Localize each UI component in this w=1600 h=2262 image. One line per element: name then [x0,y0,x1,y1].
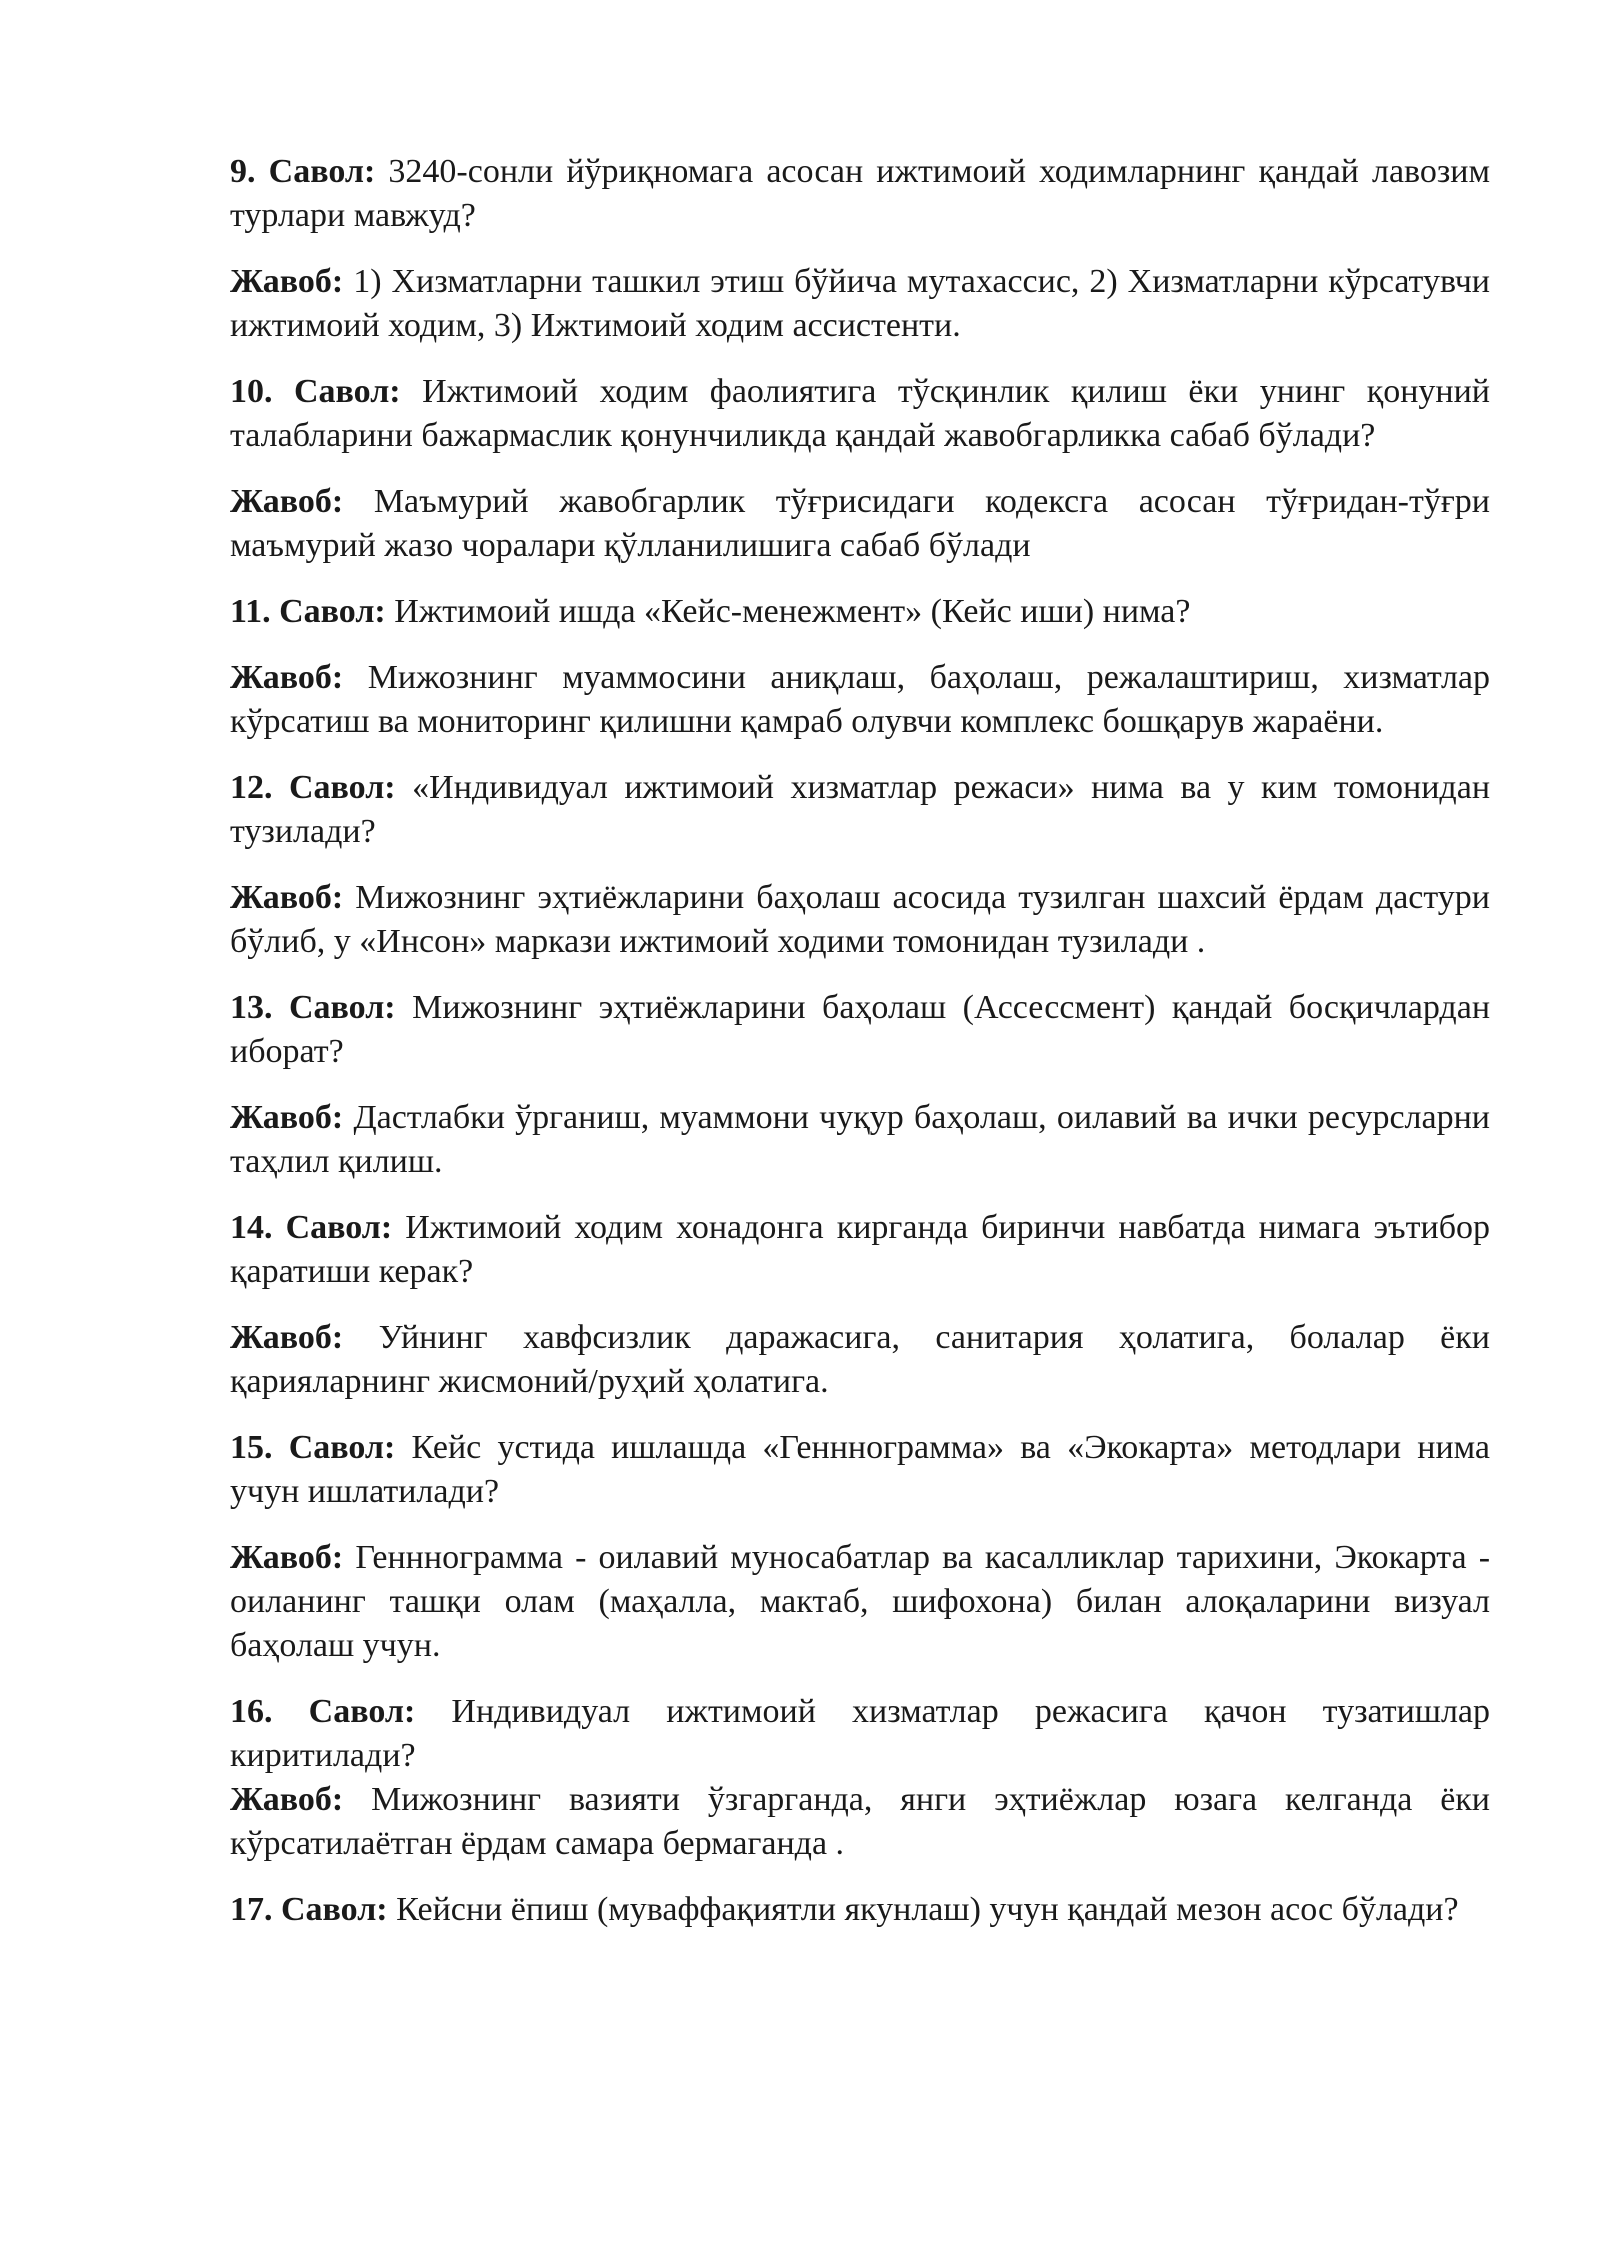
answer-text: Дастлабки ўрганиш, муаммони чуқур баҳолаш, оилавий ва ички ресурсларни таҳлил қилиш. [230,1099,1490,1180]
question-label: Савол: [285,1209,393,1246]
question-text: Кейс устида ишлашда «Генннограмма» ва «Экокарта» методлари нима учун ишлатилади? [230,1429,1491,1510]
question-text: Ижтимоий ишда «Кейс-менежмент» (Кейс иши) нима? [394,593,1191,630]
question-label: Савол: [293,373,401,410]
question-label: Савол: [289,989,396,1026]
answer-text: Мижознинг эҳтиёжларини баҳолаш асосида тузилган шахсий ёрдам дастури бўлиб, у «Инсон» маркази ижтимоий ходими томонидан тузилади . [230,879,1490,960]
question-label: Савол: [288,1429,396,1466]
answer-12 [230,876,1490,964]
answer-11 [230,656,1490,744]
question-label: Савол: [289,769,396,806]
question-number: 10. [230,373,273,410]
question-number: 9. [230,153,256,190]
question-number: 14. [230,1209,273,1246]
question-number: 16. [230,1693,273,1730]
question-text: 3240-сонли йўриқномага асосан ижтимоий ходимларнинг қандай лавозим турлари мавжуд? [230,153,1491,234]
question-17 [230,1888,1490,1932]
question-label: Савол: [279,593,386,630]
answer-label: Жавоб: [230,1539,344,1576]
question-9 [230,150,1490,238]
answer-14 [230,1316,1490,1404]
answer-text: Генннограмма - оилавий муносабатлар ва касалликлар тарихини, Экокарта - оиланинг ташқи олам (маҳалла, мактаб, шифохона) билан алоқаларини визуал баҳолаш учун. [230,1539,1491,1664]
question-text: Кейсни ёпиш (муваффақиятли якунлаш) учун қандай мезон асос бўлади? [396,1891,1459,1928]
question-label: Савол: [308,1693,416,1730]
question-number: 13. [230,989,273,1026]
answer-label: Жавоб: [230,659,344,696]
answer-13 [230,1096,1490,1184]
question-label: Савол: [281,1891,388,1928]
answer-10 [230,480,1490,568]
answer-text: 1) Хизматларни ташкил этиш бўйича мутахассис, 2) Хизматларни кўрсатувчи ижтимоий ходим, 3) Ижтимоий ходим ассистенти. [230,263,1490,344]
question-number: 17. [230,1891,273,1928]
answer-label: Жавоб: [230,879,344,916]
question-number: 12. [230,769,273,806]
question-label: Савол: [268,153,376,190]
question-text: Индивидуал ижтимоий хизматлар режасига қачон тузатишлар киритилади? [230,1693,1491,1774]
answer-label: Жавоб: [230,1781,344,1818]
question-10 [230,370,1490,458]
answer-label: Жавоб: [230,1319,344,1356]
answer-text: Маъмурий жавобгарлик тўғрисидаги кодексга асосан тўғридан-тўғри маъмурий жазо чоралари қўлланилишига сабаб бўлади [230,483,1490,564]
document-page [230,150,1490,1954]
answer-9 [230,260,1490,348]
question-16 [230,1690,1490,1778]
question-number: 11. [230,593,271,630]
answer-label: Жавоб: [230,1099,344,1136]
question-text: Ижтимоий ходим хонадонга кирганда биринчи навбатда нимага эътибор қаратиши керак? [230,1209,1490,1290]
question-number: 15. [230,1429,273,1466]
answer-15 [230,1536,1490,1668]
answer-label: Жавоб: [230,263,344,300]
question-12 [230,766,1490,854]
answer-16 [230,1778,1490,1866]
question-13 [230,986,1490,1074]
question-text: «Индивидуал ижтимоий хизматлар режаси» нима ва у ким томонидан тузилади? [230,769,1491,850]
question-11 [230,590,1490,634]
answer-text: Мижознинг муаммосини аниқлаш, баҳолаш, режалаштириш, хизматлар кўрсатиш ва мониторинг қилишни қамраб олувчи комплекс бошқарув жараёни. [230,659,1491,740]
question-text: Мижознинг эҳтиёжларини баҳолаш (Ассессмент) қандай босқичлардан иборат? [230,989,1491,1070]
question-text: Ижтимоий ходим фаолиятига тўсқинлик қилиш ёки унинг қонуний талабларини бажармаслик қонунчиликда қандай жавобгарликка сабаб бўлади? [230,373,1490,454]
answer-label: Жавоб: [230,483,344,520]
answer-text: Мижознинг вазияти ўзгарганда, янги эҳтиёжлар юзага келганда ёки кўрсатилаётган ёрдам самара бермаганда . [230,1781,1490,1862]
question-14 [230,1206,1490,1294]
question-15 [230,1426,1490,1514]
answer-text: Уйнинг хавфсизлик даражасига, санитария ҳолатига, болалар ёки қарияларнинг жисмоний/руҳий ҳолатига. [230,1319,1490,1400]
